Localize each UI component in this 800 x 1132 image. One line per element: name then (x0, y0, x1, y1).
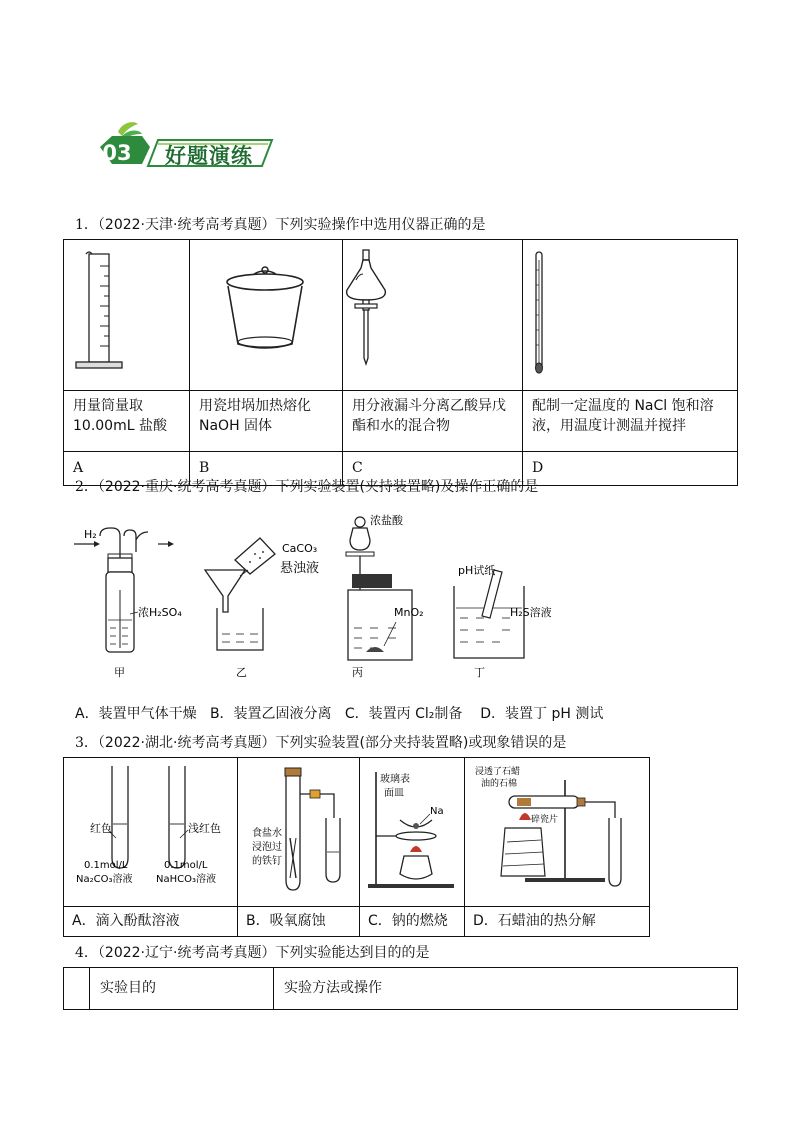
option-a: A．滴入酚酞溶液 (64, 907, 238, 937)
question-1-stem (75, 214, 485, 234)
label-ph-paper: pH试纸 (458, 564, 496, 577)
question-text: 下列实验装置(部分夹持装置略)或现象错误的是 (275, 735, 567, 751)
label-cotton-1: 浸透了石蜡 (475, 767, 521, 777)
section-number: 03 (102, 141, 132, 165)
label-ding: 丁 (474, 666, 485, 679)
label-conc-h2so4: 浓H₂SO₄ (138, 606, 182, 619)
option-d-label: D (523, 452, 738, 486)
question-number: 3． (75, 735, 98, 751)
table-header-method: 实验方法或操作 (274, 968, 738, 1010)
label-caco3: CaCO₃ (282, 542, 318, 555)
label-h2s-solution: H₂S溶液 (510, 606, 552, 619)
option-c-label: C (343, 452, 523, 486)
question-source: （2022·辽宁·统考高考真题） (97, 945, 276, 961)
label-yi: 乙 (236, 666, 247, 679)
question-2-stem (75, 476, 538, 496)
option-a-label: A (64, 452, 190, 486)
question-source: （2022·重庆·统考高考真题） (97, 479, 276, 495)
label-light-red: 浅红色 (188, 822, 221, 835)
figure-cell-b (238, 758, 360, 907)
chlorine-generator-icon (346, 517, 412, 660)
label-conc-1: 0.1mol/L (84, 860, 128, 871)
figure-cell-a (64, 758, 238, 907)
question-text: 下列实验操作中选用仪器正确的是 (275, 217, 486, 233)
question-source: （2022·湖北·统考高考真题） (97, 735, 276, 751)
crucible-icon (190, 240, 343, 386)
question-text: 下列实验装置(夹持装置略)及操作正确的是 (275, 479, 539, 495)
apparatus-cell-b (190, 240, 343, 391)
label-nahco3: NaHCO₃溶液 (156, 874, 216, 885)
option-b: B．装置乙固液分离 (209, 706, 332, 722)
question-number: 1． (75, 217, 98, 233)
question-3-stem (75, 732, 566, 752)
label-glass-1: 玻璃表 (380, 774, 410, 785)
figure-cell-d (465, 758, 650, 907)
figure-cell-c (360, 758, 465, 907)
question-2-figure (70, 510, 552, 685)
sodium-burning-icon (360, 758, 465, 902)
question-source: （2022·天津·统考高考真题） (97, 217, 276, 233)
separatory-funnel-icon (343, 240, 523, 386)
label-saltwater-3: 的铁钉 (252, 856, 282, 867)
option-b: B．吸氧腐蚀 (238, 907, 360, 937)
apparatus-cell-a (64, 240, 190, 391)
table-header-row (64, 968, 738, 1010)
label-conc-2: 0.1mol/L (164, 860, 208, 871)
label-saltwater-2: 浸泡过 (252, 842, 282, 853)
option-a: A．装置甲气体干燥 (75, 706, 197, 722)
graduated-cylinder-icon (64, 240, 190, 386)
option-a-description: 用量筒量取10.00mL 盐酸 (64, 391, 190, 452)
option-d: D．石蜡油的热分解 (465, 907, 650, 937)
question-number: 2． (75, 479, 98, 495)
question-4-table (63, 967, 738, 1010)
label-saltwater-1: 食盐水 (252, 828, 282, 839)
label-suspension: 悬浊液 (280, 561, 320, 576)
option-b-description: 用瓷坩埚加热熔化NaOH 固体 (190, 391, 343, 452)
question-text: 下列实验能达到目的的是 (275, 945, 430, 961)
oxygen-corrosion-icon (238, 758, 360, 902)
label-jia: 甲 (114, 666, 125, 679)
table-header-index (64, 968, 90, 1010)
label-na2co3: Na₂CO₃溶液 (76, 874, 133, 885)
option-c: C．钠的燃烧 (360, 907, 465, 937)
question-4-stem (75, 942, 429, 962)
label-h2: H₂ (84, 528, 97, 541)
label-chips: 碎瓷片 (531, 815, 559, 825)
label-na: Na (430, 806, 444, 817)
option-c-description: 用分液漏斗分离乙酸异戊酯和水的混合物 (343, 391, 523, 452)
option-b-label: B (190, 452, 343, 486)
question-3-table (63, 757, 650, 937)
option-d: D．装置丁 pH 测试 (480, 706, 604, 722)
question-1-table (63, 239, 738, 486)
label-cotton-2: 油的石棉 (481, 779, 518, 789)
thermometer-icon (523, 240, 738, 386)
label-red: 红色 (90, 822, 112, 835)
option-c: C．装置丙 Cl₂制备 (344, 706, 463, 722)
question-2-options (75, 703, 603, 723)
section-title: 好题演练 (165, 144, 253, 168)
label-glass-2: 面皿 (384, 788, 404, 799)
option-d-description: 配制一定温度的 NaCl 饱和溶液，用温度计测温并搅拌 (523, 391, 738, 452)
label-mno2: MnO₂ (394, 606, 424, 619)
apparatus-cell-c (343, 240, 523, 391)
filtration-apparatus-icon (205, 538, 275, 650)
label-bing: 丙 (352, 666, 363, 679)
test-tubes-icon (64, 758, 238, 902)
table-header-purpose: 实验目的 (90, 968, 274, 1010)
gas-washing-bottle-icon (74, 528, 174, 652)
question-number: 4． (75, 945, 98, 961)
paraffin-cracking-icon (465, 758, 650, 902)
apparatus-cell-d (523, 240, 738, 391)
label-conc-hcl: 浓盐酸 (370, 514, 403, 527)
